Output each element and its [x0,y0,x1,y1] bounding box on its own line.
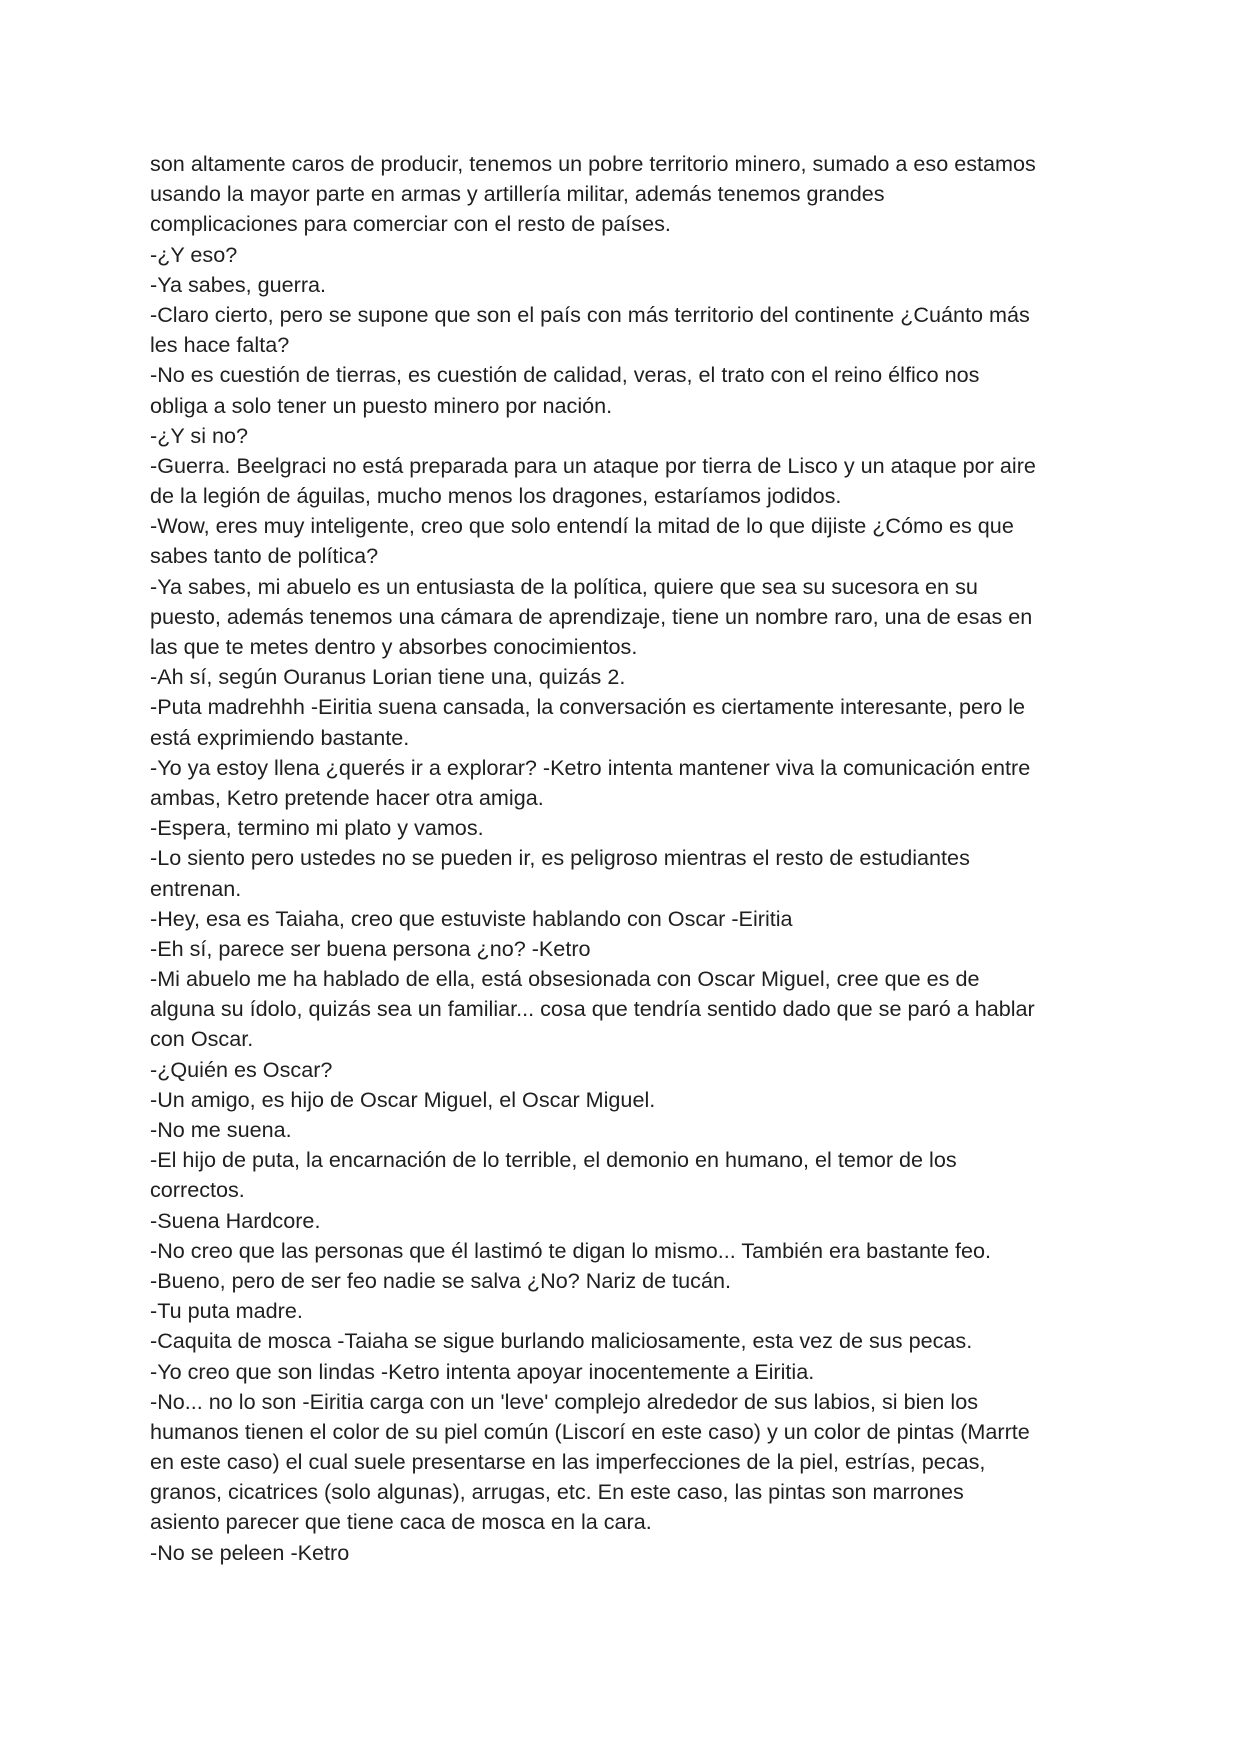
text-line: granos, cicatrices (solo algunas), arrugas, etc. En este caso, las pintas son marrones [150,1479,964,1505]
body-text [150,149,1110,1568]
text-line: humanos tienen el color de su piel común (Liscorí en este caso) y un color de pintas (Marrte [150,1418,1030,1444]
text-line: de la legión de águilas, mucho menos los dragones, estaríamos jodidos. [150,483,842,509]
text-line: -Tu puta madre. [150,1298,303,1324]
text-line: -Wow, eres muy inteligente, creo que solo entendí la mitad de lo que dijiste ¿Cómo es que [150,513,1014,539]
text-line: obliga a solo tener un puesto minero por nación. [150,392,613,418]
text-line: las que te metes dentro y absorbes conocimientos. [150,634,638,659]
text-line: -Bueno, pero de ser feo nadie se salva ¿No? Nariz de tucán. [150,1267,731,1293]
text-line: -Suena Hardcore. [150,1207,321,1233]
text-line: -No... no lo son -Eiritia carga con un 'leve' complejo alrededor de sus labios, si bien los [150,1388,979,1414]
text-line: correctos. [150,1177,245,1203]
text-line: -Claro cierto, pero se supone que son el país con más territorio del continente ¿Cuánto más [150,301,1030,327]
text-line: les hace falta? [150,332,290,358]
text-line: -Ya sabes, mi abuelo es un entusiasta de la política, quiere que sea su sucesora en su [150,573,978,599]
text-line: alguna su ídolo, quizás sea un familiar... cosa que tendría sentido dado que se paró a hablar [150,996,1035,1022]
text-line: -¿Quién es Oscar? [150,1056,333,1082]
text-line: -Mi abuelo me ha hablado de ella, está obsesionada con Oscar Miguel, cree que es de [150,966,980,992]
text-line: puesto, además tenemos una cámara de aprendizaje, tiene un nombre raro, una de esas en [150,603,1033,629]
text-line: usando la mayor parte en armas y artillería militar, además tenemos grandes [150,181,885,207]
text-line: -Puta madrehhh -Eiritia suena cansada, la conversación es ciertamente interesante, pero le [150,694,1026,720]
text-line: -Hey, esa es Taiaha, creo que estuviste hablando con Oscar -Eiritia [150,905,793,931]
text-line: -Espera, termino mi plato y vamos. [150,815,484,841]
text-line: -No es cuestión de tierras, es cuestión de calidad, veras, el trato con el reino élfico nos [150,362,980,388]
text-line: -Lo siento pero ustedes no se pueden ir, es peligroso mientras el resto de estudiantes [150,845,970,871]
text-line: -Eh sí, parece ser buena persona ¿no? -Ketro [150,935,591,961]
text-line: -Ya sabes, guerra. [150,271,327,297]
text-line: -Yo ya estoy llena ¿querés ir a explorar? -Ketro intenta mantener viva la comunicación entre [150,754,1031,780]
text-line: -No me suena. [150,1117,292,1142]
text-line: -¿Y si no? [150,422,249,448]
text-line: son altamente caros de producir, tenemos un pobre territorio minero, sumado a eso estamos [150,151,1036,176]
text-line: con Oscar. [150,1026,254,1052]
text-line: -Caquita de mosca -Taiaha se sigue burlando maliciosamente, esta vez de sus pecas. [150,1328,973,1354]
text-line: asiento parecer que tiene caca de mosca en la cara. [150,1509,652,1535]
text-line: -¿Y eso? [150,241,238,267]
text-line: -No creo que las personas que él lastimó te digan lo mismo... También era bastante feo. [150,1237,992,1263]
text-line: está exprimiendo bastante. [150,724,410,750]
text-line: -Ah sí, según Ouranus Lorian tiene una, quizás 2. [150,664,626,690]
text-line: en este caso) el cual suele presentarse en las imperfecciones de la piel, estrías, pecas, [150,1449,986,1475]
text-line: -Yo creo que son lindas -Ketro intenta apoyar inocentemente a Eiritia. [150,1358,815,1384]
text-line: -No se peleen -Ketro [150,1539,350,1565]
text-line: -Un amigo, es hijo de Oscar Miguel, el Oscar Miguel. [150,1086,656,1112]
text-line: sabes tanto de política? [150,543,379,569]
text-line: -El hijo de puta, la encarnación de lo terrible, el demonio en humano, el temor de los [150,1147,957,1173]
text-line: complicaciones para comerciar con el resto de países. [150,211,671,237]
text-line: -Guerra. Beelgraci no está preparada para un ataque por tierra de Lisco y un ataque por aire [150,452,1036,478]
text-line: ambas, Ketro pretende hacer otra amiga. [150,784,544,810]
text-line: entrenan. [150,875,242,901]
